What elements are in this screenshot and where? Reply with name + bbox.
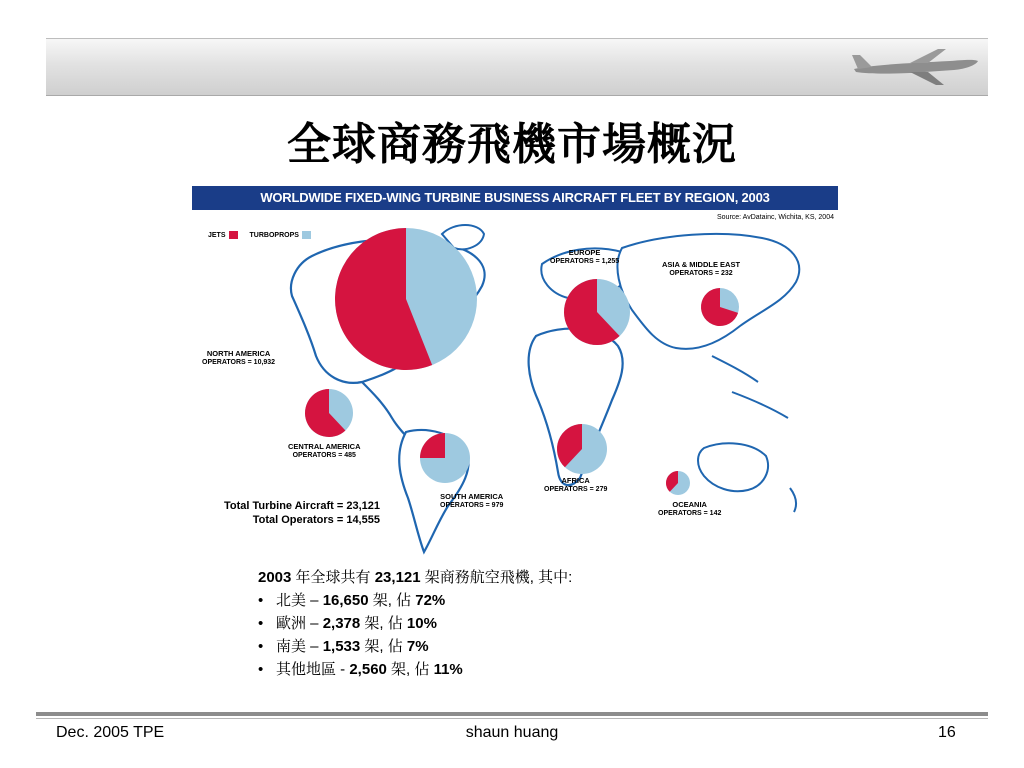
bullet: • (258, 661, 264, 678)
item-region: 歐洲 – (276, 615, 323, 632)
bullet: • (258, 638, 264, 655)
item-share: 11% (433, 661, 463, 678)
footer-divider-thin (36, 718, 988, 719)
item-share: 7% (406, 638, 429, 655)
label-south-america (440, 492, 503, 510)
summary-item (258, 658, 572, 681)
item-region: 南美 – (276, 638, 323, 655)
label-operators: OPERATORS = 485 (292, 452, 356, 459)
item-region: 其他地區 - (276, 661, 350, 678)
item-mid: 架, 佔 (360, 638, 407, 655)
label-central-america (288, 442, 361, 460)
label-name: AFRICA (561, 476, 590, 485)
summary-item (258, 612, 572, 635)
bullet: • (258, 615, 264, 632)
legend-swatch-jets (229, 231, 238, 239)
label-operators: OPERATORS = 10,932 (202, 359, 276, 366)
summary-heading-text1: 年全球共有 (291, 569, 375, 586)
item-share: 72% (415, 592, 446, 609)
summary-text (258, 566, 572, 681)
airplane-icon (850, 45, 980, 89)
label-oceania (658, 500, 721, 518)
chart-legend (208, 231, 323, 239)
item-count: 1,533 (322, 638, 361, 655)
item-count: 2,560 (349, 661, 387, 678)
label-north-america (202, 349, 275, 367)
item-mid: 架, 佔 (386, 661, 434, 678)
footer-author: shaun huang (465, 724, 559, 741)
label-name: NORTH AMERICA (206, 349, 271, 358)
label-operators: OPERATORS = 1,255 (550, 258, 620, 265)
legend-swatch-turboprops (302, 231, 311, 239)
page-title: 全球商務飛機市場概況 (287, 119, 737, 170)
label-name: OCEANIA (672, 500, 707, 509)
total-aircraft: Total Turbine Aircraft = 23,121 (224, 500, 380, 512)
item-mid: 架, 佔 (368, 592, 416, 609)
label-asia-middle-east (662, 260, 740, 278)
label-operators: OPERATORS = 142 (658, 510, 722, 517)
label-name: EUROPE (568, 248, 601, 257)
page-number: 16 (938, 724, 956, 741)
item-share: 10% (406, 615, 437, 632)
label-name: SOUTH AMERICA (440, 492, 504, 501)
header-band (46, 38, 988, 96)
label-europe (550, 248, 619, 266)
summary-count: 23,121 (374, 569, 421, 586)
totals-block (224, 499, 380, 527)
legend-label-turboprops: TURBOPROPS (249, 231, 299, 239)
label-operators: OPERATORS = 979 (440, 502, 504, 509)
summary-heading (258, 566, 572, 589)
item-count: 16,650 (322, 592, 369, 609)
summary-item (258, 589, 572, 612)
figure-banner: WORLDWIDE FIXED-WING TURBINE BUSINESS AIRCRAFT FLEET BY REGION, 2003 (192, 186, 838, 210)
footer-date: Dec. 2005 TPE (56, 724, 165, 741)
item-count: 2,378 (322, 615, 361, 632)
footer-divider (36, 712, 988, 716)
label-name: ASIA & MIDDLE EAST (662, 260, 741, 269)
summary-year: 2003 (258, 569, 292, 586)
figure-source: Source: AvDatainc, Wichita, KS, 2004 (717, 214, 834, 221)
label-operators: OPERATORS = 232 (669, 270, 733, 277)
total-operators: Total Operators = 14,555 (252, 514, 380, 526)
bullet: • (258, 592, 264, 609)
summary-item (258, 635, 572, 658)
label-name: CENTRAL AMERICA (288, 442, 361, 451)
fleet-figure (192, 186, 838, 558)
summary-heading-text2: 架商務航空飛機, 其中: (420, 569, 573, 586)
label-operators: OPERATORS = 279 (544, 486, 608, 493)
label-africa (544, 476, 607, 494)
legend-label-jets: JETS (208, 231, 226, 239)
item-region: 北美 – (276, 592, 323, 609)
item-mid: 架, 佔 (360, 615, 407, 632)
